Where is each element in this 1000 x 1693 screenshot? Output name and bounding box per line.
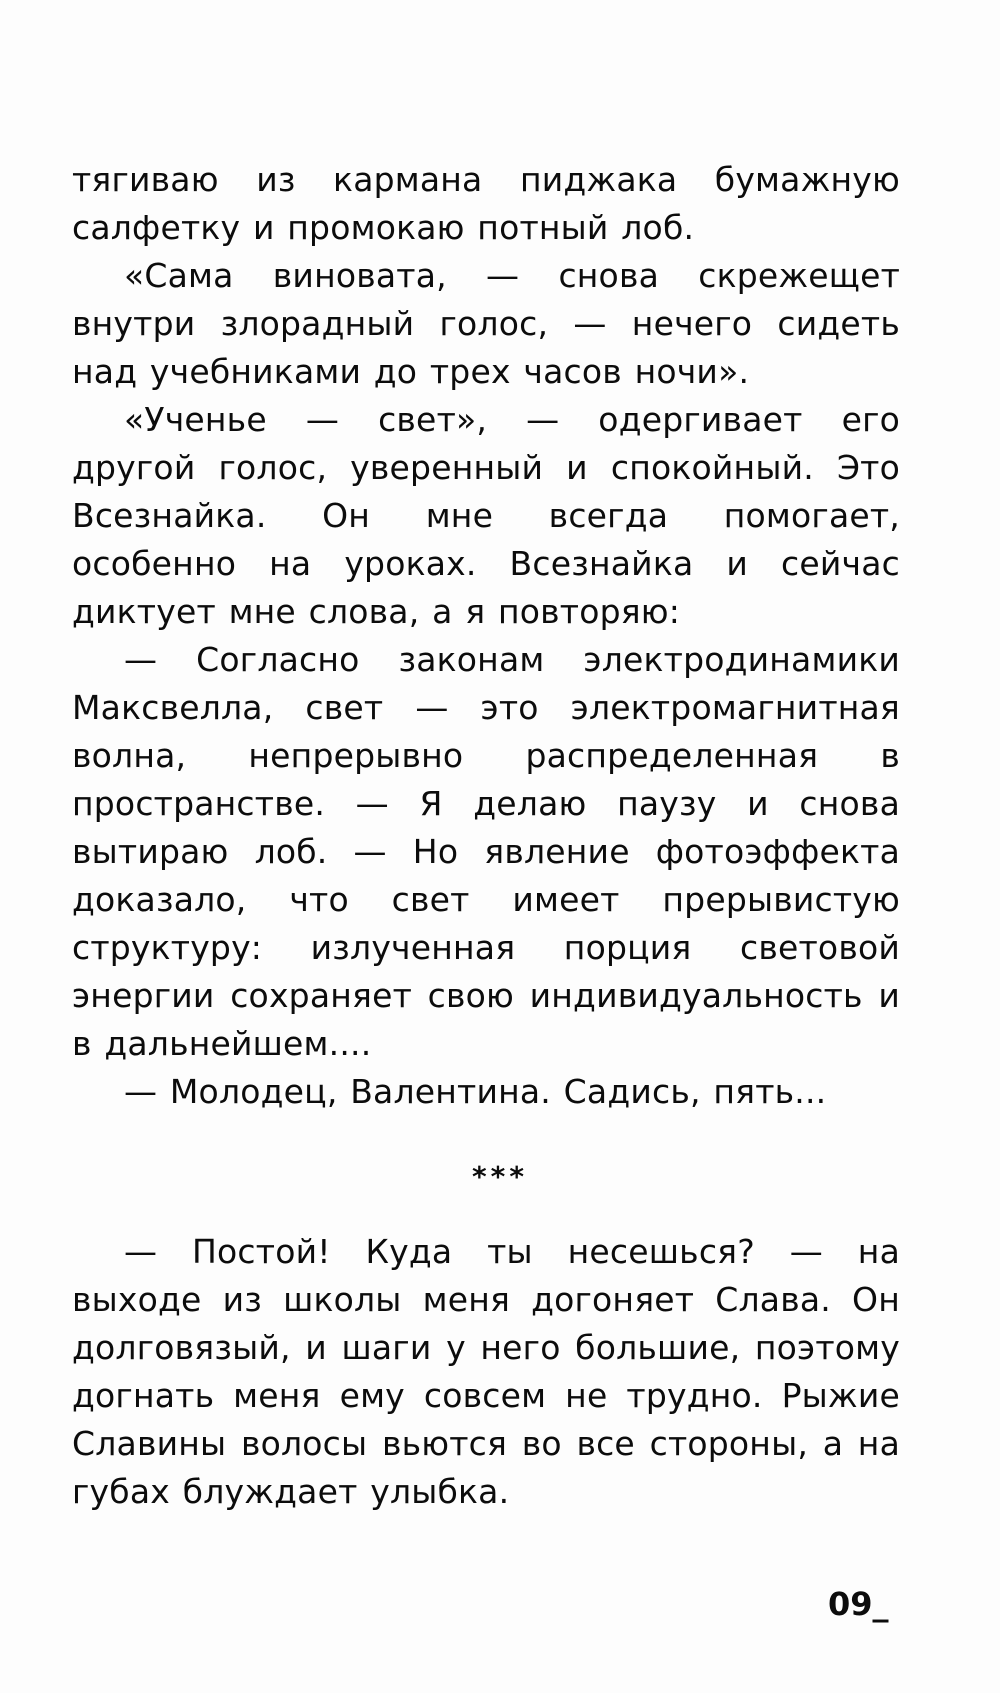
paragraph-dialogue: — Согласно законам электродинамики Максвелла, свет — это электромагнитная волна, непрерывно распределенная в пространстве. — Я делаю паузу и снова вытираю лоб. — Но явление фотоэффекта доказало, что свет имеет прерывистую структуру: излученная порция световой энергии сохраняет свою индивидуальность и в дальнейшем....: [72, 640, 900, 1063]
text-block-top: [72, 156, 900, 1116]
paragraph-continuation: тягиваю из кармана пиджака бумажную салфетку и промокаю потный лоб.: [72, 160, 900, 247]
text-block-bottom: [72, 1228, 900, 1516]
paragraph-dialogue: — Постой! Куда ты несешься? — на выходе из школы меня догоняет Слава. Он долговязый, и шаги у него большие, поэтому догнать меня ему совсем не трудно. Рыжие Славины волосы вьются во все стороны, а на губах блуждает улыбка.: [72, 1232, 900, 1511]
paragraph: «Ученье — свет», — одергивает его другой голос, уверенный и спокойный. Это Всезнайка. Он мне всегда помогает, особенно на уроках. Всезнайка и сейчас диктует мне слова, а я повторяю:: [72, 400, 900, 631]
paragraph: «Сама виновата, — снова скрежещет внутри злорадный голос, — нечего сидеть над учебниками до трех часов ночи».: [72, 256, 900, 391]
separator-asterisks: ***: [472, 1160, 528, 1193]
section-separator: [0, 1160, 1000, 1193]
page-number: 09_: [828, 1585, 889, 1623]
paragraph-dialogue: — Молодец, Валентина. Садись, пять...: [124, 1072, 827, 1111]
